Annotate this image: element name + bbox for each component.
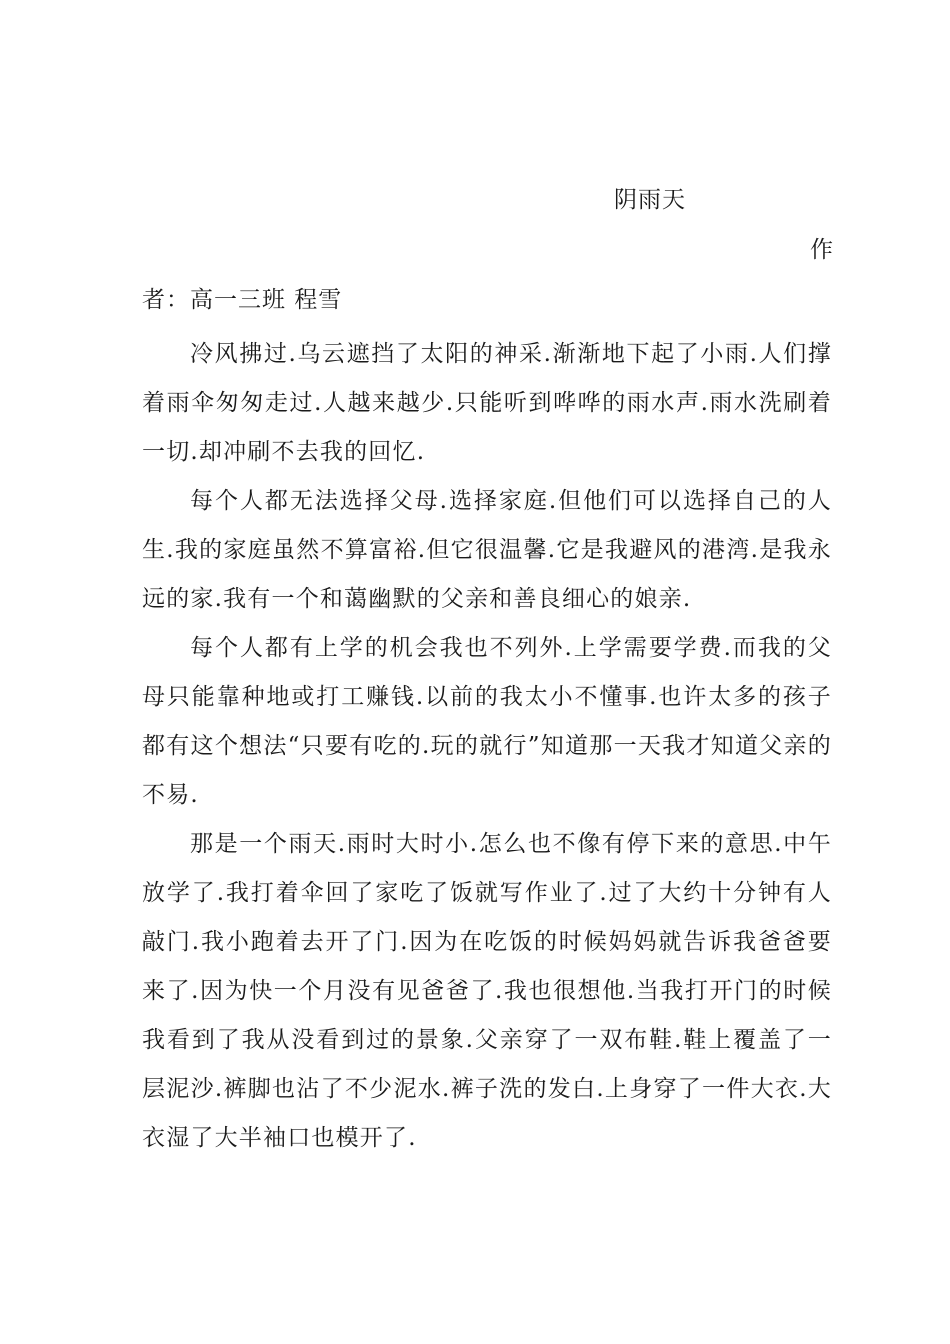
paragraph-1: 冷风拂过.乌云遮挡了太阳的神采.渐渐地下起了小雨.人们撑着雨伞匆匆走过.人越来越少.只能听到哗哗的雨水声.雨水洗刷着一切.却冲刷不去我的回忆. [142, 341, 832, 465]
paragraph-3: 每个人都有上学的机会我也不列外.上学需要学费.而我的父母只能靠种地或打工赚钱.以前的我太小不懂事.也许太多的孩子都有这个想法“只要有吃的.玩的就行”知道那一天我才知道父亲的不易. [142, 635, 832, 808]
author-line: 者：高一三班 程雪 [142, 287, 343, 313]
paragraph-2: 每个人都无法选择父母.选择家庭.但他们可以选择自己的人生.我的家庭虽然不算富裕.但它很温馨.它是我避风的港湾.是我永远的家.我有一个和蔼幽默的父亲和善良细心的娘亲. [142, 488, 832, 612]
author-prefix: 作 [810, 237, 833, 263]
paragraph-4: 那是一个雨天.雨时大时小.怎么也不像有停下来的意思.中午放学了.我打着伞回了家吃了饭就写作业了.过了大约十分钟有人敲门.我小跑着去开了门.因为在吃饭的时候妈妈就告诉我爸爸要来了.因为快一个月没有见爸爸了.我也很想他.当我打开门的时候我看到了我从没看到过的景象.父亲穿了一双布鞋.鞋上覆盖了一层泥沙.裤脚也沾了不少泥水.裤子洗的发白.上身穿了一件大衣.大衣湿了大半袖口也模开了. [142, 831, 832, 1151]
essay-title: 阴雨天 [614, 187, 686, 213]
essay-body [142, 330, 832, 1163]
